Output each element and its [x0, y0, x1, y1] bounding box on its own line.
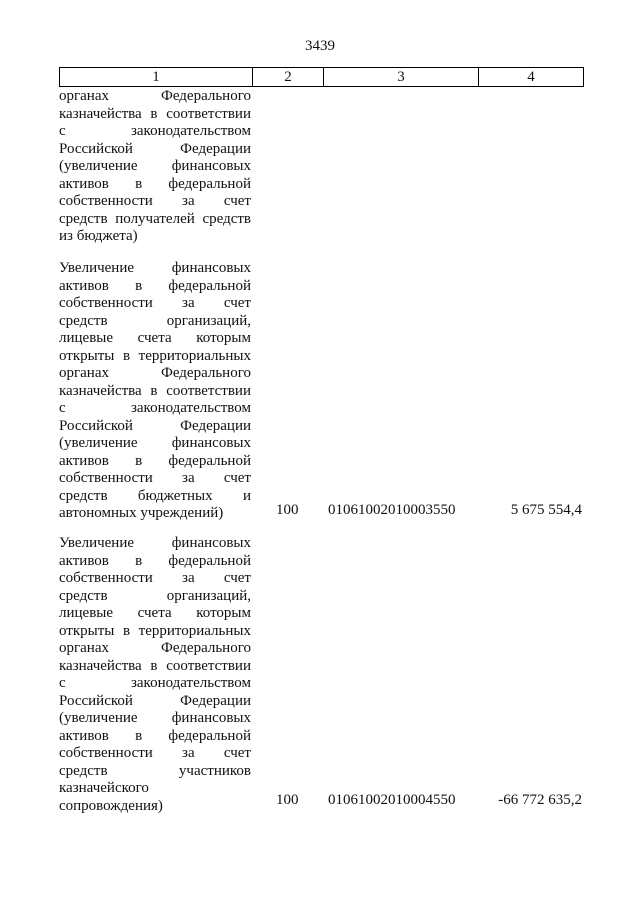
header-col-2: 2 [253, 68, 324, 87]
row-2-code: 100 [276, 502, 299, 518]
row-2-amount: 5 675 554,4 [510, 502, 582, 518]
header-col-4: 4 [479, 68, 584, 87]
row-2-description: Увеличение финансовых активов в федеральной собственности за счет средств организаций, лицевые счета которым открыты в территориальных органах Федерального казначейства в соответствии с законодательством Российской Федерации (увеличение финансовых активов в федеральной собственности за счет средств бюджетных и автономных учреждений) [59, 260, 251, 521]
table-header [59, 67, 584, 87]
header-col-3: 3 [324, 68, 479, 87]
row-3-description: Увеличение финансовых активов в федеральной собственности за счет средств организаций, лицевые счета которым открыты в территориальных органах Федерального казначейства в соответствии с законодательством Российской Федерации (увеличение финансовых активов в федеральной собственности за счет средств участников казначейского сопровождения) [59, 535, 251, 814]
row-3-kbk: 01061002010004550 [328, 792, 456, 808]
row-2-kbk: 01061002010003550 [328, 502, 456, 518]
row-1-description: органах Федерального казначейства в соответствии с законодательством Российской Федерации (увеличение финансовых активов в федеральной собственности за счет средств получателей средств из бюджета) [59, 88, 251, 244]
row-3-amount: -66 772 635,2 [498, 792, 582, 808]
row-3-code: 100 [276, 792, 299, 808]
header-col-1: 1 [60, 68, 253, 87]
page-number: 3439 [305, 38, 335, 54]
